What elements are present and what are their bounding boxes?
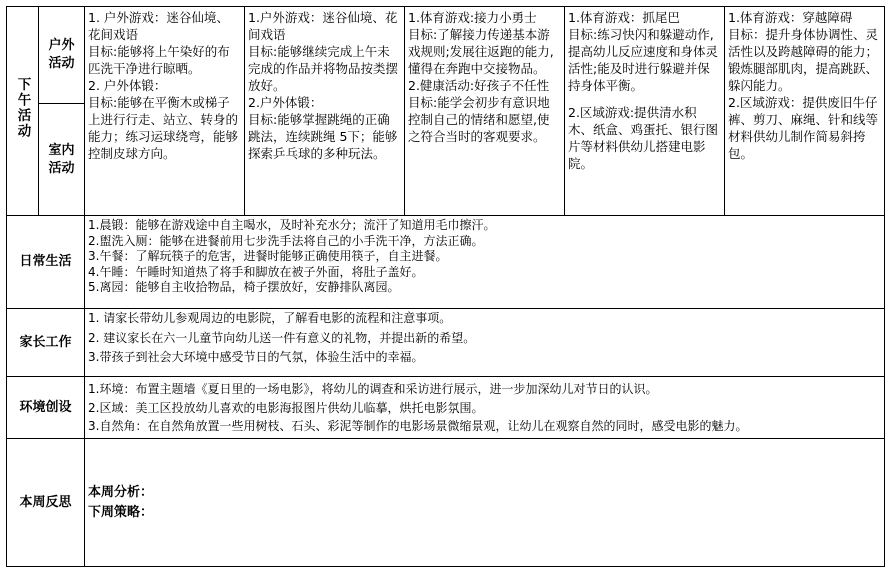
reflection-label: 本周反思 [7,439,85,567]
outdoor-label-cell [39,7,85,104]
family-label: 家长工作 [7,309,85,377]
activity-text: 目标:能够掌握跳绳的正确跳法，连续跳绳 5下；能够探索乒乓球的多种玩法。 [248,112,398,161]
daily-item: 3.午餐：了解玩筷子的危害，进餐时能够正确使用筷子，自主进餐。 [88,249,448,263]
daily-item: 2.盥洗入厕：能够在进餐前用七步洗手法将自己的小手洗干净，方法正确。 [88,233,484,248]
activity-day-1 [85,7,245,216]
family-item: 3.带孩子到社会大环境中感受节日的气氛，体验生活中的幸福。 [88,350,424,364]
activity-text: 目标:能够在平衡木或梯子上进行行走、站立、转身的能力；练习运球绕弯，能够控制皮球方向。 [88,95,239,161]
daily-content [85,216,885,309]
activity-day-4 [565,7,725,216]
activity-text: 2.区域游戏：提供废旧牛仔裤、剪刀、麻绳、针和线等材料供幼儿制作简易斜挎包。 [728,95,879,161]
activity-text: 1.户外游戏：迷谷仙境、花间戏语 [248,10,398,42]
environment-item: 3.自然角：在自然角放置一些用树枝、石头、彩泥等制作的电影场景微缩景观，让幼儿在观察自然的同时，感受电影的魅力。 [88,419,748,433]
weekly-plan-table [6,6,885,567]
afternoon-label-cell [7,7,39,216]
activity-text: 目标:能学会初步有意识地控制自己的情绪和愿望,使之符合当时的客观要求。 [408,95,550,144]
daily-label: 日常生活 [7,216,85,309]
activity-text: 目标:了解接力传递基本游戏规则;发展往返跑的能力,懂得在奔跑中交接物品。 [408,27,554,76]
activity-text: 2.户外体锻： [248,95,323,110]
environment-label: 环境创设 [7,377,85,439]
activity-day-2 [245,7,405,216]
daily-item: 4.午睡：午睡时知道热了将手和脚放在被子外面，将肚子盖好。 [88,264,424,279]
environment-item: 1.环境：布置主题墙《夏日里的一场电影》，将幼儿的调查和采访进行展示，进一步加深幼儿对节日的认识。 [88,382,658,396]
reflection-strategy: 下周策略： [88,504,154,520]
outdoor-label: 户外活动 [48,38,75,71]
reflection-content [85,439,885,567]
environment-content [85,377,885,439]
activity-text: 目标:能够继续完成上午未完成的作品并将物品按类摆放好。 [248,44,399,93]
activity-day-5 [725,7,885,216]
activity-text: 2.健康活动:好孩子不任性 [408,78,550,93]
spacer [568,94,721,104]
activity-text: 目标：提升身体协调性、灵活性以及跨越障碍的能力；锻炼腿部肌肉，提高跳跃、躲闪能力。 [728,27,879,93]
activity-text: 目标:能够将上午染好的布匹洗干净进行晾晒。 [88,44,230,76]
activity-text: 1. 户外游戏：迷谷仙境、花间戏语 [88,10,229,42]
activity-text: 目标:练习快闪和躲避动作,提高幼儿反应速度和身体灵活性;能及时进行躲避并保持身体平衡。 [568,27,719,93]
activity-text: 1.体育游戏：抓尾巴 [568,10,680,25]
environment-item: 2.区域：美工区投放幼儿喜欢的电影海报图片供幼儿临摹，烘托电影氛围。 [88,400,484,415]
activity-text: 2. 户外体锻： [88,78,167,93]
reflection-analysis: 本周分析： [88,484,154,500]
indoor-label: 室内活动 [48,142,75,176]
family-content [85,309,885,377]
afternoon-label: 下午活动 [14,77,31,139]
activity-text: 2.区域游戏:提供清水积木、纸盒、鸡蛋托、银行图片等材料供幼儿搭建电影院。 [568,105,719,171]
activity-text: 1.体育游戏:接力小勇士 [408,10,537,25]
indoor-label-cell [39,104,85,216]
family-item: 2. 建议家长在六一儿童节向幼儿送一件有意义的礼物，并提出新的希望。 [88,330,476,345]
family-item: 1. 请家长带幼儿参观周边的电影院，了解看电影的流程和注意事项。 [88,311,452,325]
daily-item: 5.离园：能够自主收拾物品，椅子摆放好，安静排队离园。 [88,280,400,294]
daily-item: 1.晨锻：能够在游戏途中自主喝水，及时补充水分；流汗了知道用毛巾擦汗。 [88,218,496,232]
activity-text: 1.体育游戏：穿越障碍 [728,10,853,25]
activity-day-3 [405,7,565,216]
